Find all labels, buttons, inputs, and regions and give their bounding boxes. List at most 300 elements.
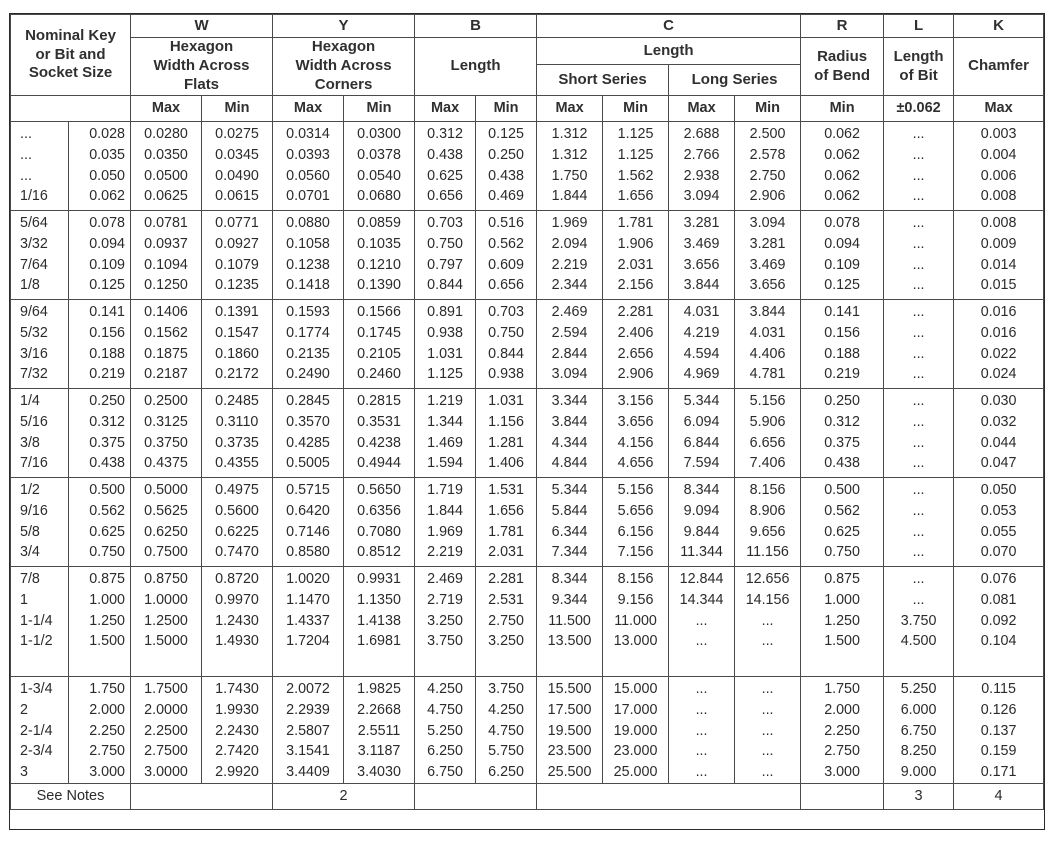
b-max-value: 2.219 [427,544,463,561]
y-min-value: 0.0540 [357,167,401,184]
long-series-max-value: 2.938 [683,167,720,184]
long-series-max-value: ... [695,764,708,781]
y-max-value: 0.5715 [286,482,330,498]
decimal-size-value: 2.250 [89,722,126,739]
w-min-value: 0.0927 [215,235,259,252]
w-max-value: 0.0500 [144,167,188,184]
w-letter-header: W [131,15,273,38]
b-min-cell [476,211,537,300]
nominal-size-value: 3 [20,764,28,781]
b-max-value: 1.969 [427,523,463,540]
radius-min-value: 0.094 [824,235,860,252]
short-series-max-cell [537,478,603,567]
long-series-min-value: 9.656 [749,523,786,540]
y-min-cell [344,478,415,567]
decimal-size-value: 0.219 [89,366,126,383]
decimal-size-value: 0.078 [89,215,126,231]
w-max-value: 0.0350 [144,146,188,163]
table-row-group [11,300,1044,389]
long-series-min-value: 3.656 [749,277,786,294]
y-min-value: 0.2460 [357,366,401,383]
decimal-size-cell [69,478,131,567]
long-series-max-value: 4.031 [683,304,720,320]
w-max-value: 3.0000 [144,764,188,781]
b-max-value: 1.344 [427,413,463,430]
short-series-max-cell [537,389,603,478]
bit-length-value: ... [912,235,925,252]
decimal-size-value: 0.094 [89,235,126,252]
bit-length-value: ... [912,304,925,320]
bit-length-value: 6.000 [900,701,937,718]
short-series-max-value: 1.312 [551,146,588,163]
short-series-max-value: 19.500 [547,722,592,739]
short-series-max-value: 9.344 [551,591,588,608]
long-series-max-cell [669,122,735,211]
radius-min-value: 0.109 [824,256,860,273]
b-min-value: 0.844 [488,345,524,362]
short-series-header: Short Series [537,65,669,96]
bit-length-value: 5.250 [900,681,937,697]
w-min-value: 2.9920 [215,764,259,781]
bit-length-cell [884,300,954,389]
y-max-value: 2.0072 [286,681,330,697]
b-min-value: 0.938 [488,366,524,383]
long-series-min-value: 2.906 [749,188,786,205]
radius-min-value: 0.156 [824,324,860,341]
w-min-cell [202,389,273,478]
b-min-value: 0.703 [488,304,524,320]
decimal-size-value: 1.500 [89,633,126,650]
b-max-value: 0.312 [427,126,463,142]
w-max-value: 2.2500 [144,722,188,739]
long-series-max-value: 6.844 [683,434,720,451]
chamfer-max-value: 0.016 [980,304,1017,320]
short-series-min-value: 8.156 [617,571,654,587]
y-letter-header: Y [273,15,415,38]
y-min-value: 0.0300 [357,126,401,142]
long-series-max-value: 12.844 [679,571,724,587]
short-series-min-value: 2.281 [617,304,654,320]
bit-length-cell [884,478,954,567]
short-series-min-value: 6.156 [617,523,654,540]
chamfer-max-cell [954,478,1044,567]
b-min-cell [476,478,537,567]
y-max-value: 1.1470 [286,591,330,608]
long-series-min-value: 4.781 [749,366,786,383]
y-min-cell [344,122,415,211]
b-note-ref [415,783,537,809]
y-max-value: 2.2939 [286,701,330,718]
b-min-value: 0.469 [488,188,524,205]
long-min-header: Min [735,96,801,122]
y-max-value: 0.4285 [286,434,330,451]
table-row-group [11,389,1044,478]
w-max-value: 1.2500 [144,612,188,629]
y-min-value: 0.4944 [357,455,401,472]
w-max-value: 0.0280 [144,126,188,142]
chamfer-max-value: 0.022 [980,345,1017,362]
long-series-min-cell [735,122,801,211]
radius-min-cell [801,122,884,211]
table-header [11,15,1044,122]
short-series-min-value: 2.031 [617,256,654,273]
short-series-max-value: 4.844 [551,455,588,472]
b-max-value: 0.797 [427,256,463,273]
nominal-size-value: 9/16 [20,502,48,519]
chamfer-max-value: 0.030 [980,393,1017,409]
see-notes-label: See Notes [11,783,131,809]
b-min-value: 6.250 [488,764,524,781]
long-series-min-value: ... [761,722,774,739]
b-max-value: 0.438 [427,146,463,163]
w-min-value: 1.4930 [215,633,259,650]
b-min-value: 1.531 [488,482,524,498]
chamfer-max-value: 0.126 [980,701,1017,718]
w-max-value: 0.6250 [144,523,188,540]
long-series-max-value: 3.656 [683,256,720,273]
b-max-value: 3.750 [427,633,463,650]
y-min-value: 0.7080 [357,523,401,540]
y-max-value: 0.0314 [286,126,330,142]
radius-min-cell [801,478,884,567]
bit-length-value: ... [912,502,925,519]
b-max-cell [415,677,476,784]
radius-min-value: 0.125 [824,277,860,294]
chamfer-header: Chamfer [954,38,1044,96]
y-min-value: 0.2105 [357,345,401,362]
nominal-size-value: ... [20,126,32,142]
long-series-max-value: 9.094 [683,502,720,519]
y-max-value: 2.5807 [286,722,330,739]
b-min-value: 1.281 [488,434,524,451]
short-series-max-value: 7.344 [551,544,588,561]
w-max-cell [131,677,202,784]
long-series-max-value: 14.344 [679,591,724,608]
w-max-value: 0.1406 [144,304,188,320]
w-min-cell [202,478,273,567]
y-min-cell [344,211,415,300]
short-series-max-value: 2.844 [551,345,588,362]
short-series-min-cell [603,211,669,300]
b-min-header: Min [476,96,537,122]
short-series-max-cell [537,211,603,300]
nominal-size-value: 2-3/4 [20,743,53,760]
y-max-cell [273,122,344,211]
short-series-min-value: 1.906 [617,235,654,252]
y-min-cell [344,300,415,389]
short-series-max-value: 2.469 [551,304,588,320]
bit-length-value: ... [912,215,925,231]
radius-min-value: 0.062 [824,188,860,205]
decimal-size-value: 0.750 [89,544,126,561]
radius-min-value: 3.000 [824,764,860,781]
radius-min-value: 0.141 [824,304,860,320]
nominal-size-value: 1-1/2 [20,633,53,650]
b-min-value: 1.406 [488,455,524,472]
bit-length-value: 9.000 [900,764,937,781]
long-series-min-value: 11.156 [746,544,789,561]
long-series-min-value: 2.750 [749,167,786,184]
b-min-value: 2.750 [488,612,524,629]
b-max-value: 6.250 [427,743,463,760]
nominal-size-value: 2-1/4 [20,722,53,739]
long-series-max-value: 4.969 [683,366,720,383]
y-max-value: 0.2135 [286,345,330,362]
short-series-max-value: 2.344 [551,277,588,294]
b-min-value: 4.750 [488,722,524,739]
y-min-value: 0.9931 [357,571,401,587]
bit-length-value: 8.250 [900,743,937,760]
w-note-ref [131,783,273,809]
c-note-ref [537,783,801,809]
w-min-value: 0.0345 [215,146,259,163]
long-series-max-value: 5.344 [683,393,720,409]
w-max-cell [131,567,202,677]
y-max-value: 0.0560 [286,167,330,184]
nominal-size-value: 3/16 [20,345,48,362]
short-series-max-value: 5.844 [551,502,588,519]
y-min-value: 3.4030 [357,764,401,781]
w-min-value: 0.9970 [215,591,259,608]
decimal-size-value: 0.050 [89,167,126,184]
radius-min-cell [801,300,884,389]
long-series-max-value: ... [695,633,708,650]
y-max-cell [273,478,344,567]
long-series-max-value: 4.594 [683,345,720,362]
short-series-max-value: 13.500 [547,633,592,650]
y-max-value: 0.2490 [286,366,330,383]
bit-length-value: ... [912,482,925,498]
b-min-value: 0.250 [488,146,524,163]
radius-min-cell [801,677,884,784]
y-min-cell [344,567,415,677]
short-series-max-cell [537,677,603,784]
long-series-min-value: 5.906 [749,413,786,430]
short-series-min-cell [603,389,669,478]
b-min-cell [476,677,537,784]
b-max-value: 1.219 [427,393,463,409]
nominal-size-value: 9/64 [20,304,48,320]
nominal-size-value: 5/16 [20,413,48,430]
long-series-max-value: 3.469 [683,235,720,252]
radius-min-value: 0.062 [824,146,860,163]
nominal-size-cell [11,478,69,567]
short-series-min-value: 1.781 [617,215,654,231]
short-series-max-value: 1.969 [551,215,588,231]
b-min-value: 0.562 [488,235,524,252]
w-min-value: 2.7420 [215,743,259,760]
chamfer-max-value: 0.014 [980,256,1017,273]
long-series-min-value: 4.406 [749,345,786,362]
table-row-group [11,677,1044,784]
nominal-size-cell [11,122,69,211]
bit-length-cell [884,567,954,677]
y-max-value: 3.4409 [286,764,330,781]
decimal-size-cell [69,677,131,784]
chamfer-max-value: 0.015 [980,277,1017,294]
long-series-header: Long Series [669,65,801,96]
short-max-header: Max [537,96,603,122]
y-min-value: 0.5650 [357,482,401,498]
y-min-value: 1.9825 [357,681,401,697]
y-max-cell [273,300,344,389]
k-letter-header: K [954,15,1044,38]
nominal-size-value: 1-1/4 [20,612,53,629]
short-series-max-value: 8.344 [551,571,588,587]
short-series-min-cell [603,300,669,389]
w-max-cell [131,122,202,211]
radius-min-value: 0.375 [824,434,860,451]
w-max-value: 0.8750 [144,571,188,587]
b-max-value: 0.938 [427,324,463,341]
decimal-size-value: 2.000 [89,701,126,718]
short-series-min-value: 2.906 [617,366,654,383]
short-series-max-value: 1.312 [551,126,588,142]
bit-length-value: ... [912,188,925,205]
b-max-value: 0.750 [427,235,463,252]
chamfer-max-value: 0.006 [980,167,1017,184]
long-series-max-value: ... [695,722,708,739]
w-max-value: 2.7500 [144,743,188,760]
chamfer-max-value: 0.050 [980,482,1017,498]
long-series-max-value: 4.219 [683,324,720,341]
w-max-value: 0.2500 [144,393,188,409]
b-min-cell [476,300,537,389]
y-max-value: 0.0880 [286,215,330,231]
decimal-size-value: 0.562 [89,502,126,519]
b-max-value: 0.625 [427,167,463,184]
bit-length-value: 3.750 [900,612,937,629]
bit-length-value: ... [912,324,925,341]
b-max-value: 0.844 [427,277,463,294]
b-max-value: 3.250 [427,612,463,629]
long-series-min-value: 6.656 [749,434,786,451]
bit-length-value: ... [912,393,925,409]
b-min-value: 0.750 [488,324,524,341]
y-max-value: 0.1058 [286,235,330,252]
y-max-value: 1.4337 [286,612,330,629]
chamfer-max-value: 0.032 [980,413,1017,430]
b-min-value: 0.656 [488,277,524,294]
long-series-max-value: ... [695,743,708,760]
w-min-cell [202,300,273,389]
r-min-header: Min [801,96,884,122]
nominal-size-value: 7/16 [20,455,48,472]
short-series-max-value: 17.500 [547,701,592,718]
w-min-value: 0.0275 [215,126,259,142]
long-series-min-value: ... [761,764,774,781]
y-min-value: 1.1350 [357,591,401,608]
radius-min-value: 0.188 [824,345,860,362]
radius-min-value: 0.062 [824,126,860,142]
y-min-value: 0.1566 [357,304,401,320]
w-max-value: 0.3125 [144,413,188,430]
long-series-min-value: 3.469 [749,256,786,273]
y-max-value: 0.7146 [286,523,330,540]
nominal-size-value: 1 [20,591,28,608]
radius-min-value: 0.078 [824,215,860,231]
long-series-max-value: 2.688 [683,126,720,142]
w-max-cell [131,300,202,389]
w-max-value: 0.1250 [144,277,188,294]
y-max-value: 0.0393 [286,146,330,163]
radius-min-value: 1.500 [824,633,860,650]
w-min-value: 0.1235 [215,277,259,294]
hex-width-flats-header: Hexagon Width Across Flats [131,38,273,96]
w-max-cell [131,211,202,300]
nominal-size-value: ... [20,146,32,163]
chamfer-max-value: 0.003 [980,126,1017,142]
nominal-size-header: Nominal Key or Bit and Socket Size [11,15,131,96]
nominal-size-cell [11,677,69,784]
c-length-header: Length [537,38,801,65]
b-length-header: Length [415,38,537,96]
w-max-value: 0.5000 [144,482,188,498]
radius-min-cell [801,211,884,300]
bit-length-value: ... [912,167,925,184]
short-series-min-value: 4.156 [617,434,654,451]
long-series-max-cell [669,211,735,300]
short-series-max-value: 25.500 [547,764,592,781]
nominal-size-value: 1/2 [20,482,40,498]
r-note-ref [801,783,884,809]
w-min-value: 1.2430 [215,612,259,629]
long-series-min-cell [735,567,801,677]
chamfer-max-value: 0.024 [980,366,1017,383]
short-series-max-value: 11.500 [548,612,591,629]
short-series-min-value: 1.125 [617,126,654,142]
radius-min-value: 0.312 [824,413,860,430]
y-min-value: 1.6981 [357,633,401,650]
radius-min-value: 2.250 [824,722,860,739]
short-series-min-value: 4.656 [617,455,654,472]
y-min-value: 0.2815 [357,393,401,409]
w-min-value: 0.6225 [215,523,259,540]
long-series-min-value: 8.156 [749,482,786,498]
short-series-max-value: 6.344 [551,523,588,540]
short-series-min-value: 11.000 [614,612,657,629]
w-max-value: 1.0000 [144,591,188,608]
long-series-max-cell [669,567,735,677]
short-series-max-value: 3.344 [551,393,588,409]
b-min-value: 0.609 [488,256,524,273]
w-min-value: 0.3110 [215,413,259,430]
decimal-size-value: 0.125 [89,277,126,294]
short-series-min-value: 3.656 [617,413,654,430]
radius-min-value: 1.000 [824,591,860,608]
short-series-min-value: 1.125 [617,146,654,163]
short-series-max-cell [537,300,603,389]
chamfer-max-value: 0.092 [980,612,1017,629]
l-tolerance-header: ±0.062 [884,96,954,122]
bit-length-value: ... [912,523,925,540]
nominal-size-value: 2 [20,701,28,718]
k-note-ref: 4 [954,783,1044,809]
decimal-size-value: 0.156 [89,324,126,341]
long-series-min-value: 8.906 [749,502,786,519]
nominal-size-value: 3/32 [20,235,48,252]
long-series-min-value: 14.156 [745,591,790,608]
long-series-min-cell [735,211,801,300]
short-series-min-value: 2.156 [617,277,654,294]
decimal-size-cell [69,122,131,211]
y-max-cell [273,677,344,784]
decimal-size-cell [69,211,131,300]
y-min-value: 2.5511 [357,722,401,739]
nominal-size-value: 3/8 [20,434,40,451]
radius-min-value: 0.500 [824,482,860,498]
radius-of-bend-header: Radius of Bend [801,38,884,96]
